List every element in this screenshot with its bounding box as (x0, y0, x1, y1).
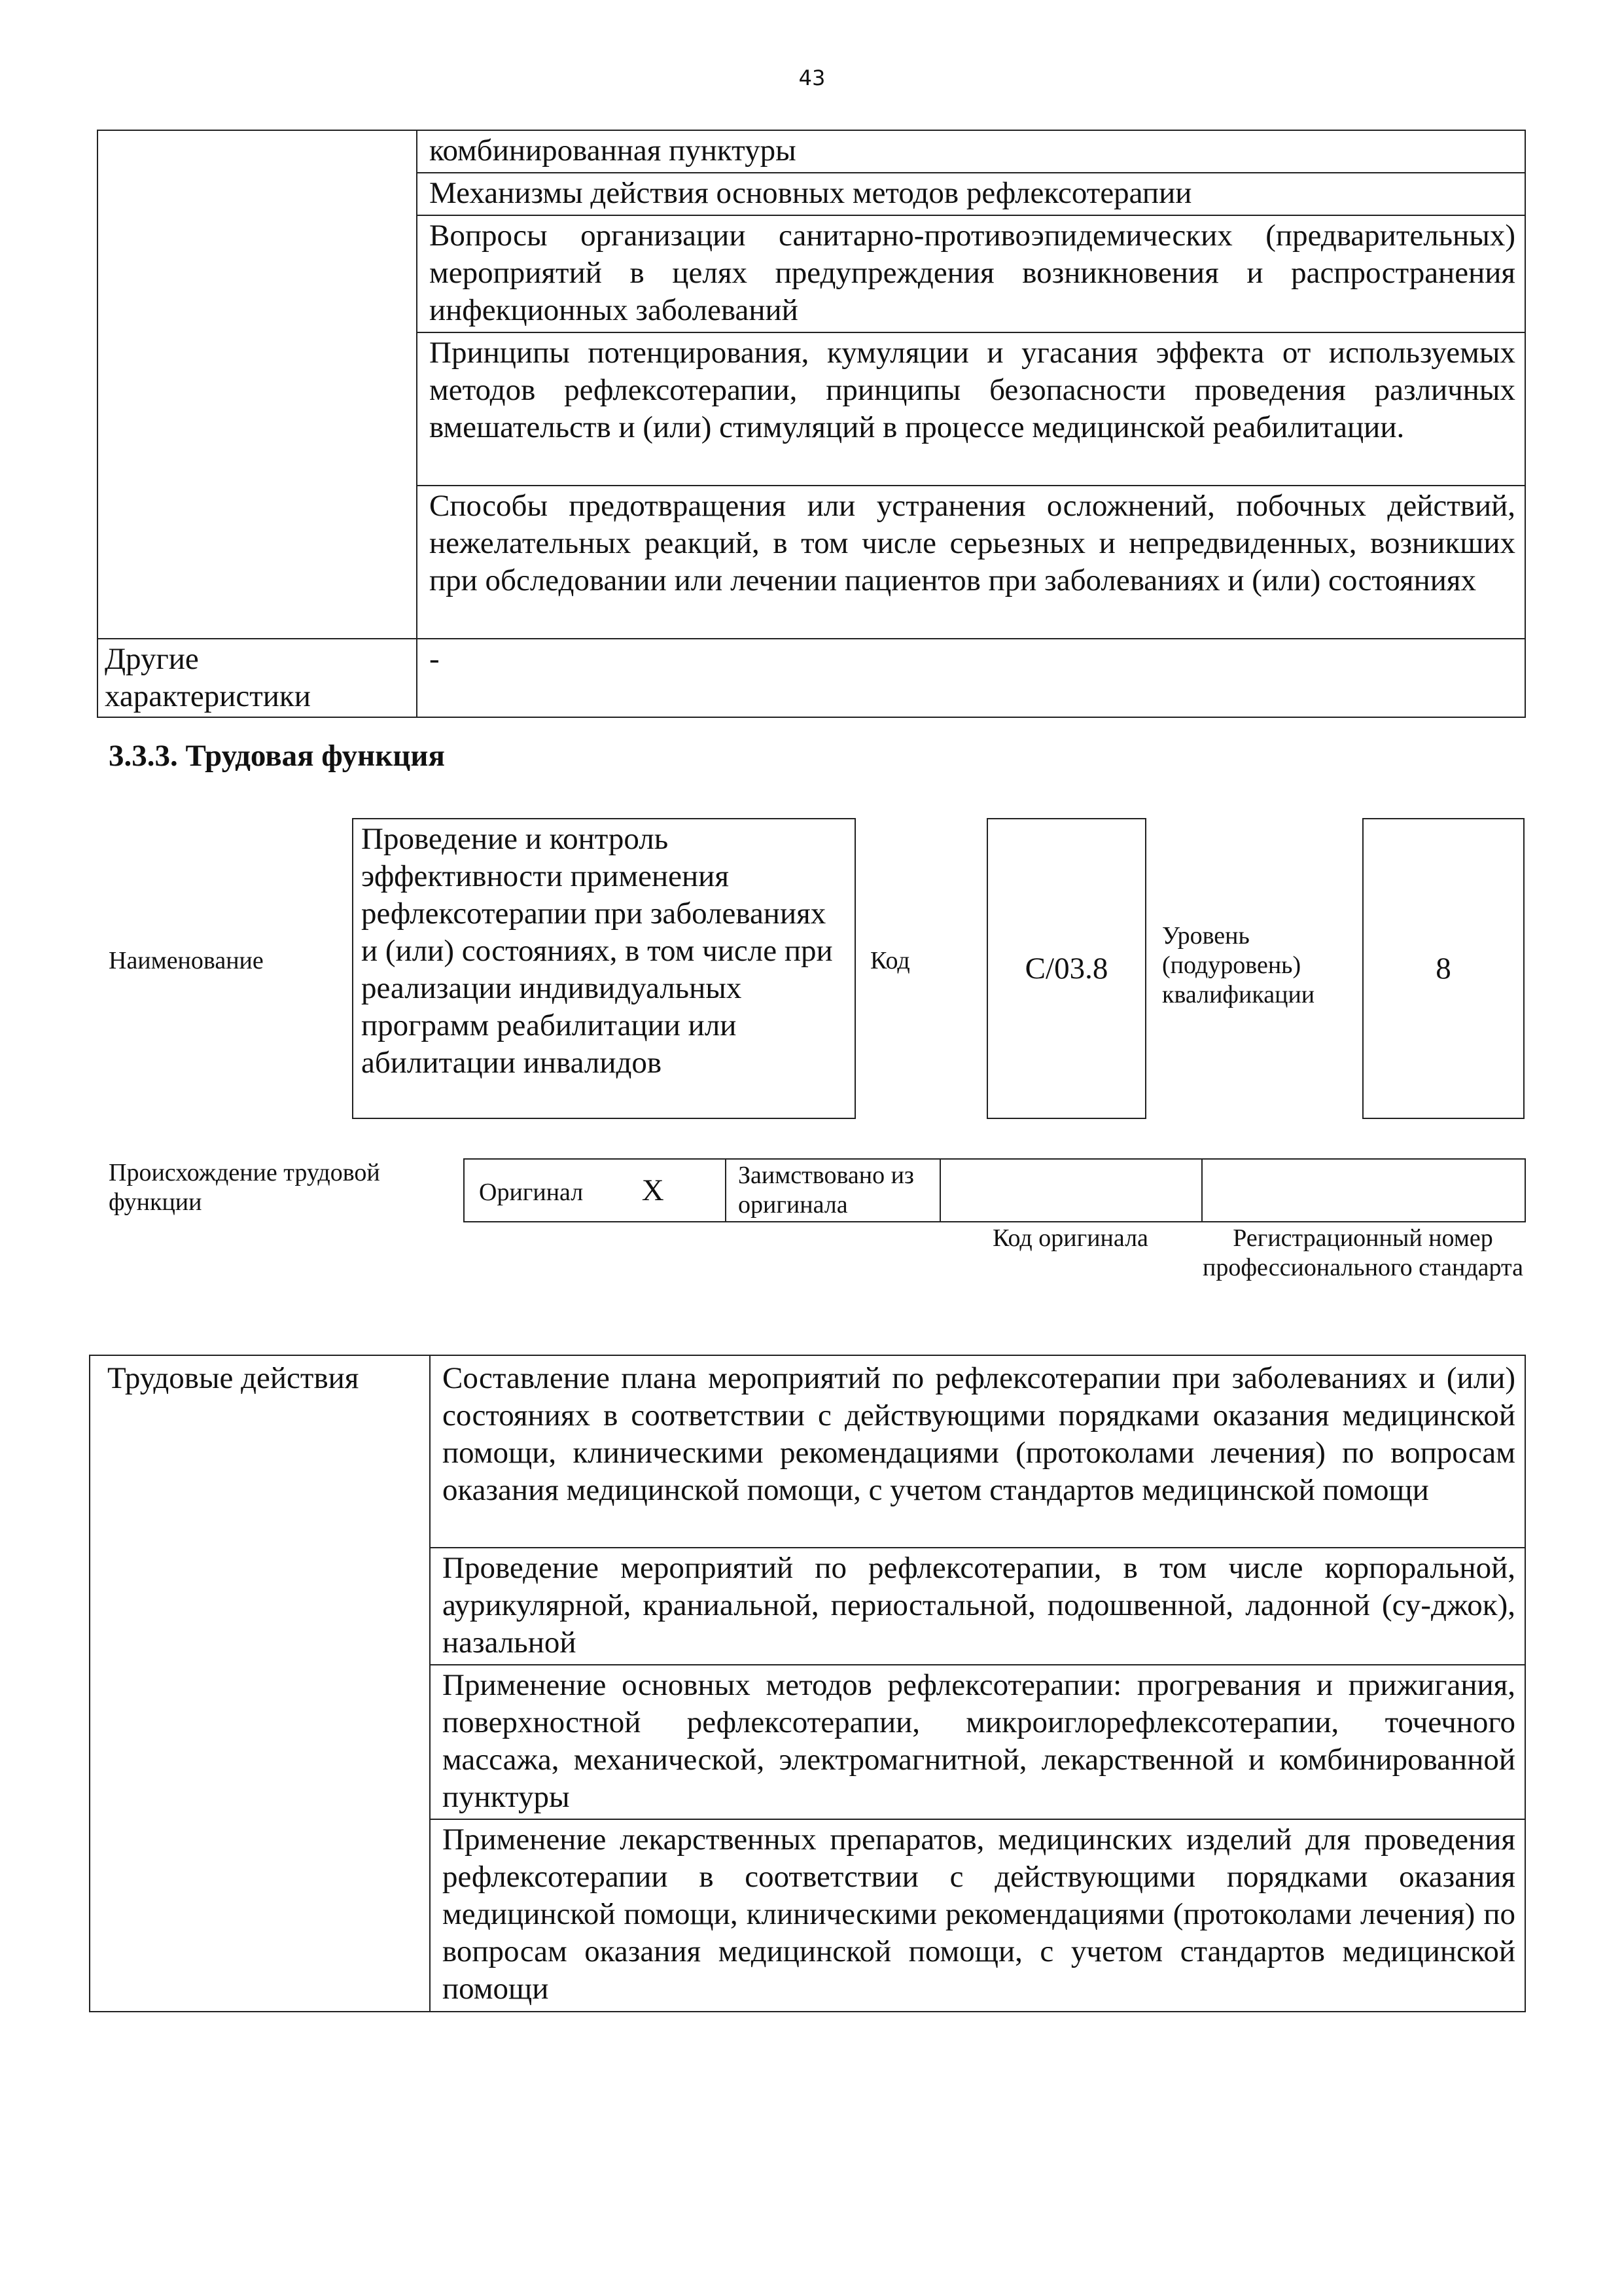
other-characteristics-value: - (429, 642, 440, 676)
knowledge-label-cell (97, 130, 417, 639)
action-row: Применение основных методов рефлексотерапии: прогревания и прижигания, поверхностной рефлексотерапии, микроиглорефлексотерапии, точечного массажа, механической, электромагнитной, лекарственной и комбинированной пунктуры (442, 1668, 1515, 1814)
level-label: Уровень (подуровень) квалификации (1162, 922, 1315, 1008)
level-value: 8 (1436, 951, 1451, 986)
section-heading: 3.3.3. Трудовая функция (109, 739, 445, 773)
origin-table (463, 1158, 1526, 1222)
name-label: Наименование (109, 947, 264, 974)
level-box (1362, 818, 1525, 1119)
origin-code-caption: Код оригинала (993, 1224, 1148, 1252)
actions-table (89, 1355, 1526, 2012)
knowledge-table (97, 130, 1526, 718)
function-name-value: Проведение и контроль эффективности применения рефлексотерапии при заболеваниях и (или) состояниях, в том числе при реализации индивидуальных программ реабилитации или абилитации инвалидов (361, 822, 833, 1080)
action-row: Составление плана мероприятий по рефлексотерапии при заболеваниях и (или) состояниях в соответствии с действующими порядками оказания медицинской помощи, клиническими рекомендациями (протоколами лечения) по вопросам оказания медицинской помощи, с учетом стандартов медицинской помощи (442, 1361, 1515, 1507)
knowledge-row: Способы предотвращения или устранения осложнений, побочных действий, нежелательных реакций, в том числе серьезных и непредвиденных, возникших при обследовании или лечении пациентов при заболеваниях и (или) состояниях (429, 489, 1515, 597)
origin-mark: X (641, 1173, 664, 1207)
knowledge-row: Вопросы организации санитарно-противоэпидемических (предварительных) мероприятий в целях предупреждения возникновения и распространения инфекционных заболеваний (429, 219, 1515, 327)
action-row: Применение лекарственных препаратов, медицинских изделий для проведения рефлексотерапии в соответствии с действующими порядками оказания медицинской помощи, клиническими рекомендациями (протоколами лечения) по вопросам оказания медицинской помощи, с учетом стандартов медицинской помощи (442, 1823, 1515, 2006)
knowledge-row: комбинированная пунктуры (429, 133, 796, 168)
origin-label: Происхождение трудовой функции (109, 1159, 380, 1216)
origin-code-cell (940, 1159, 1202, 1222)
code-value: C/03.8 (1025, 951, 1108, 986)
code-label: Код (870, 947, 910, 974)
knowledge-row: Механизмы действия основных методов рефлексотерапии (429, 176, 1192, 210)
function-name-box (352, 818, 856, 1119)
actions-label: Трудовые действия (107, 1361, 359, 1395)
origin-reg-cell (1202, 1159, 1525, 1222)
page-number: 43 (798, 65, 826, 90)
other-characteristics-label: Другие характеристики (105, 642, 311, 713)
origin-reg-caption: Регистрационный номер профессионального стандарта (1203, 1224, 1523, 1281)
origin-original: Оригинал (479, 1178, 584, 1206)
knowledge-row: Принципы потенцирования, кумуляции и угасания эффекта от используемых методов рефлексотерапии, принципы безопасности проведения различных вмешательств и (или) стимуляций в процессе медицинской реабилитации. (429, 336, 1515, 444)
origin-borrowed: Заимствовано из оригинала (738, 1162, 914, 1219)
action-row: Проведение мероприятий по рефлексотерапии, в том числе корпоральной, аурикулярной, краниальной, периостальной, подошвенной, ладонной (су-джок), назальной (442, 1551, 1515, 1660)
code-box (987, 818, 1146, 1119)
